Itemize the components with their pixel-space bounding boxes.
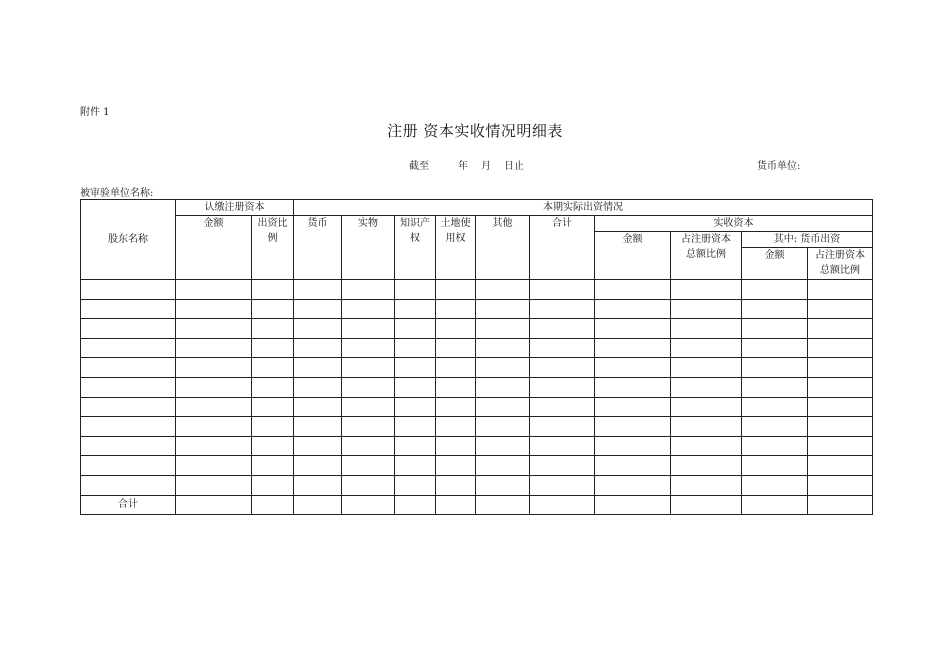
table-cell[interactable] [530, 319, 595, 339]
table-row [81, 475, 873, 495]
table-cell[interactable] [742, 495, 808, 515]
subtotal-header: 合计 [530, 216, 595, 280]
table-cell[interactable] [81, 358, 176, 378]
table-cell[interactable] [436, 280, 476, 300]
table-cell[interactable] [476, 495, 530, 515]
table-cell[interactable] [671, 417, 742, 437]
table-row [81, 417, 873, 437]
table-cell[interactable] [808, 280, 873, 300]
table-cell[interactable] [294, 358, 342, 378]
table-cell[interactable] [595, 397, 671, 417]
table-cell[interactable] [808, 338, 873, 358]
cash-header: 货币 [294, 216, 342, 280]
cash-ratio-header: 占注册资本 总额比例 [808, 248, 873, 280]
table-cell[interactable] [808, 417, 873, 437]
table-cell[interactable] [671, 358, 742, 378]
table-cell[interactable] [294, 319, 342, 339]
table-cell[interactable] [436, 358, 476, 378]
table-cell[interactable] [742, 299, 808, 319]
table-cell[interactable] [252, 495, 294, 515]
table-cell[interactable] [395, 280, 436, 300]
table-cell[interactable] [342, 280, 395, 300]
table-cell[interactable] [808, 475, 873, 495]
table-cell[interactable] [671, 495, 742, 515]
paid-ratio-header: 占注册资本 总额比例 [671, 232, 742, 280]
table-cell[interactable] [808, 319, 873, 339]
table-cell[interactable] [294, 299, 342, 319]
table-cell[interactable] [595, 456, 671, 476]
table-cell[interactable] [742, 319, 808, 339]
paid-in-capital-header: 实收资本 [595, 216, 873, 232]
table-cell[interactable] [595, 319, 671, 339]
table-cell[interactable] [808, 436, 873, 456]
paid-amount-header: 金额 [595, 232, 671, 280]
table-row [81, 377, 873, 397]
header-row-2 [81, 216, 873, 232]
table-cell[interactable] [476, 475, 530, 495]
table-cell[interactable] [395, 475, 436, 495]
table-cell[interactable] [436, 495, 476, 515]
table-cell[interactable] [595, 417, 671, 437]
table-cell[interactable] [81, 377, 176, 397]
table-cell[interactable] [808, 299, 873, 319]
table-cell[interactable] [395, 417, 436, 437]
table-cell[interactable] [252, 417, 294, 437]
table-cell[interactable] [671, 475, 742, 495]
table-cell[interactable] [252, 456, 294, 476]
table-cell[interactable] [395, 358, 436, 378]
table-cell[interactable] [530, 299, 595, 319]
table-cell[interactable] [808, 456, 873, 476]
table-cell[interactable] [742, 417, 808, 437]
table-cell[interactable] [252, 280, 294, 300]
table-cell[interactable] [530, 358, 595, 378]
table-cell[interactable] [436, 456, 476, 476]
total-row-label: 合计 [81, 495, 176, 515]
date-year: 年 [458, 161, 468, 172]
table-cell[interactable] [81, 397, 176, 417]
table-row [81, 436, 873, 456]
table-row [81, 299, 873, 319]
table-cell[interactable] [671, 338, 742, 358]
table-cell[interactable] [176, 358, 252, 378]
table-cell[interactable] [342, 358, 395, 378]
table-cell[interactable] [294, 495, 342, 515]
table-cell[interactable] [176, 338, 252, 358]
table-cell[interactable] [436, 436, 476, 456]
table-cell[interactable] [176, 397, 252, 417]
table-cell[interactable] [530, 397, 595, 417]
table-cell[interactable] [742, 358, 808, 378]
table-cell[interactable] [294, 456, 342, 476]
table-cell[interactable] [742, 338, 808, 358]
table-cell[interactable] [595, 436, 671, 456]
total-row [81, 495, 873, 515]
table-row [81, 456, 873, 476]
table-cell[interactable] [395, 436, 436, 456]
audited-unit-label: 被审验单位名称: [80, 188, 154, 199]
table-cell[interactable] [252, 338, 294, 358]
table-cell[interactable] [808, 377, 873, 397]
table-cell[interactable] [530, 475, 595, 495]
table-row [81, 358, 873, 378]
table-cell[interactable] [81, 319, 176, 339]
table-cell[interactable] [294, 397, 342, 417]
table-cell[interactable] [476, 377, 530, 397]
table-cell[interactable] [176, 475, 252, 495]
intellectual-property-header: 知识产 权 [395, 216, 436, 280]
table-cell[interactable] [395, 299, 436, 319]
subscribed-ratio-header: 出资比 例 [252, 216, 294, 280]
table-cell[interactable] [342, 338, 395, 358]
table-cell[interactable] [252, 436, 294, 456]
table-cell[interactable] [395, 495, 436, 515]
table-row [81, 397, 873, 417]
table-cell[interactable] [294, 475, 342, 495]
table-cell[interactable] [342, 397, 395, 417]
table-cell[interactable] [252, 377, 294, 397]
date-prefix: 截至 [409, 161, 429, 172]
table-cell[interactable] [476, 299, 530, 319]
table-cell[interactable] [294, 436, 342, 456]
table-cell[interactable] [476, 338, 530, 358]
table-cell[interactable] [595, 377, 671, 397]
table-cell[interactable] [342, 436, 395, 456]
table-cell[interactable] [176, 377, 252, 397]
table-cell[interactable] [742, 377, 808, 397]
table-cell[interactable] [436, 319, 476, 339]
table-cell[interactable] [395, 397, 436, 417]
subscribed-amount-header: 金额 [176, 216, 252, 280]
table-cell[interactable] [294, 280, 342, 300]
table-cell[interactable] [595, 280, 671, 300]
table-cell[interactable] [176, 436, 252, 456]
table-cell[interactable] [342, 495, 395, 515]
table-cell[interactable] [342, 377, 395, 397]
of-which-cash-header: 其中: 货币出资 [742, 232, 873, 248]
shareholder-name-header: 股东名称 [81, 200, 176, 280]
table-cell[interactable] [530, 417, 595, 437]
actual-contribution-header: 本期实际出资情况 [294, 200, 873, 216]
table-cell[interactable] [81, 436, 176, 456]
table-cell[interactable] [671, 377, 742, 397]
table-cell[interactable] [742, 397, 808, 417]
table-cell[interactable] [476, 436, 530, 456]
table-cell[interactable] [176, 417, 252, 437]
table-cell[interactable] [176, 299, 252, 319]
table-cell[interactable] [252, 319, 294, 339]
table-cell[interactable] [342, 299, 395, 319]
date-month: 月 [481, 161, 491, 172]
table-cell[interactable] [595, 358, 671, 378]
table-cell[interactable] [176, 495, 252, 515]
table-cell[interactable] [252, 475, 294, 495]
table-cell[interactable] [176, 456, 252, 476]
table-cell[interactable] [81, 299, 176, 319]
attachment-label: 附件 1 [80, 107, 110, 118]
table-cell[interactable] [81, 280, 176, 300]
table-cell[interactable] [476, 397, 530, 417]
capital-detail-table [80, 199, 873, 515]
table-cell[interactable] [530, 456, 595, 476]
table-cell[interactable] [530, 338, 595, 358]
currency-unit-label: 货币单位: [757, 161, 801, 172]
table-row [81, 280, 873, 300]
table-cell[interactable] [436, 417, 476, 437]
table-cell[interactable] [595, 299, 671, 319]
table-cell[interactable] [81, 338, 176, 358]
table-cell[interactable] [176, 280, 252, 300]
header-row-1 [81, 200, 873, 216]
table-cell[interactable] [671, 436, 742, 456]
table-cell[interactable] [742, 436, 808, 456]
table-cell[interactable] [742, 280, 808, 300]
table-cell[interactable] [252, 358, 294, 378]
in-kind-header: 实物 [342, 216, 395, 280]
table-cell[interactable] [530, 280, 595, 300]
land-use-right-header: 土地使 用权 [436, 216, 476, 280]
table-cell[interactable] [294, 377, 342, 397]
table-cell[interactable] [81, 475, 176, 495]
subscribed-capital-header: 认缴注册资本 [176, 200, 294, 216]
table-cell[interactable] [476, 456, 530, 476]
table-cell[interactable] [530, 377, 595, 397]
table-cell[interactable] [436, 299, 476, 319]
table-cell[interactable] [742, 456, 808, 476]
table-cell[interactable] [395, 319, 436, 339]
table-cell[interactable] [476, 280, 530, 300]
table-row [81, 338, 873, 358]
table-cell[interactable] [436, 397, 476, 417]
table-row [81, 319, 873, 339]
table-cell[interactable] [395, 377, 436, 397]
table-cell[interactable] [671, 397, 742, 417]
table-cell[interactable] [342, 456, 395, 476]
table-cell[interactable] [808, 495, 873, 515]
table-cell[interactable] [476, 358, 530, 378]
table-cell[interactable] [742, 475, 808, 495]
table-cell[interactable] [294, 338, 342, 358]
table-cell[interactable] [476, 417, 530, 437]
table-cell[interactable] [595, 338, 671, 358]
table-cell[interactable] [395, 338, 436, 358]
table-cell[interactable] [176, 319, 252, 339]
table-cell[interactable] [81, 456, 176, 476]
table-cell[interactable] [81, 417, 176, 437]
table-cell[interactable] [530, 495, 595, 515]
table-cell[interactable] [342, 475, 395, 495]
table-cell[interactable] [671, 299, 742, 319]
table-cell[interactable] [342, 417, 395, 437]
table-cell[interactable] [808, 358, 873, 378]
table-cell[interactable] [671, 319, 742, 339]
table-cell[interactable] [294, 417, 342, 437]
document-title: 注册 资本实收情况明细表 [387, 122, 563, 140]
table-cell[interactable] [436, 475, 476, 495]
table-cell[interactable] [671, 456, 742, 476]
table-cell[interactable] [595, 475, 671, 495]
table-cell[interactable] [476, 319, 530, 339]
other-header: 其他 [476, 216, 530, 280]
table-cell[interactable] [530, 436, 595, 456]
table-cell[interactable] [671, 280, 742, 300]
date-day: 日止 [504, 161, 524, 172]
table-cell[interactable] [252, 299, 294, 319]
table-cell[interactable] [252, 397, 294, 417]
table-cell[interactable] [808, 397, 873, 417]
cash-amount-header: 金额 [742, 248, 808, 280]
table-cell[interactable] [436, 338, 476, 358]
table-cell[interactable] [436, 377, 476, 397]
table-cell[interactable] [595, 495, 671, 515]
table-cell[interactable] [342, 319, 395, 339]
table-cell[interactable] [395, 456, 436, 476]
